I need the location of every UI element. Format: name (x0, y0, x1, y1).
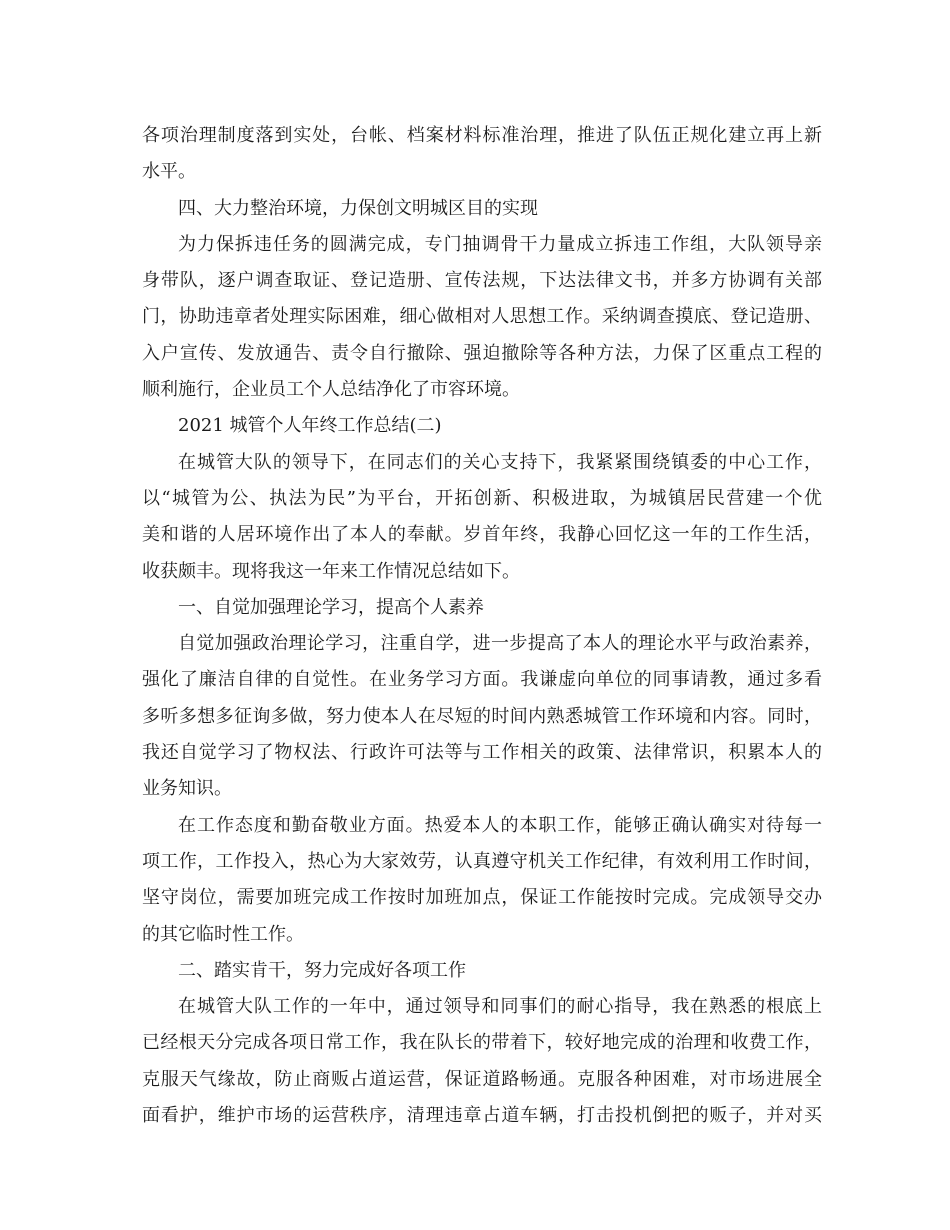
text-line: 一、自觉加强理论学习，提高个人素养 (178, 596, 484, 618)
text-line: 面看护，维护市场的运营秩序，清理违章占道车辆，打击投机倒把的贩子，并对买 (142, 1105, 822, 1127)
text-line: 二、踏实肯干，努力完成好各项工作 (178, 959, 466, 981)
text-line: 入户宣传、发放通告、责令自行撤除、强迫撤除等各种方法，力保了区重点工程的 (142, 342, 822, 364)
text-line: 在工作态度和勤奋敬业方面。热爱本人的本职工作，能够正确认确实对待每一 (178, 814, 822, 836)
text-line: 强化了廉洁自律的自觉性。在业务学习方面。我谦虚向单位的同事请教，通过多看 (142, 669, 822, 691)
text-line: 业务知识。 (142, 778, 232, 800)
document-body (142, 118, 822, 1134)
text-line: 以“城管为公、执法为民”为平台，开拓创新、积极进取，为城镇居民营建一个优 (142, 487, 822, 509)
text-line: 克服天气缘故，防止商贩占道运营，保证道路畅通。克服各种困难，对市场进展全 (142, 1068, 822, 1090)
text-line: 收获颇丰。现将我这一年来工作情况总结如下。 (142, 560, 520, 582)
text-line: 门，协助违章者处理实际困难，细心做相对人思想工作。采纳调查摸底、登记造册、 (142, 306, 822, 328)
text-line: 身带队，逐户调查取证、登记造册、宣传法规，下达法律文书，并多方协调有关部 (142, 270, 822, 292)
text-line: 已经根天分完成各项日常工作，我在队长的带着下，较好地完成的治理和收费工作， (142, 1032, 822, 1054)
text-line: 多听多想多征询多做，努力使本人在尽短的时间内熟悉城管工作环境和内容。同时， (142, 705, 822, 727)
text-line: 的其它临时性工作。 (142, 923, 304, 945)
text-line: 顺利施行，企业员工个人总结净化了市容环境。 (142, 379, 520, 401)
text-line: 自觉加强政治理论学习，注重自学，进一步提高了本人的理论水平与政治素养， (178, 633, 822, 655)
text-line: 各项治理制度落到实处，台帐、档案材料标准治理，推进了队伍正规化建立再上新 (142, 125, 822, 146)
text-line: 美和谐的人居环境作出了本人的奉献。岁首年终，我静心回忆这一年的工作生活， (142, 524, 822, 546)
text-line: 四、大力整治环境，力保创文明城区目的实现 (178, 197, 538, 219)
text-line: 2021 城管个人年终工作总结(二) (178, 415, 442, 437)
text-line: 坚守岗位，需要加班完成工作按时加班加点，保证工作能按时完成。完成领导交办 (142, 887, 822, 909)
text-line: 项工作，工作投入，热心为大家效劳，认真遵守机关工作纪律，有效利用工作时间， (142, 850, 822, 872)
text-line: 在城管大队的领导下，在同志们的关心支持下，我紧紧围绕镇委的中心工作， (178, 451, 822, 473)
text-line: 为力保拆违任务的圆满完成，专门抽调骨干力量成立拆违工作组，大队领导亲 (178, 233, 822, 255)
text-line: 水平。 (142, 161, 196, 183)
text-line: 在城管大队工作的一年中，通过领导和同事们的耐心指导，我在熟悉的根底上 (178, 996, 822, 1018)
text-line: 我还自觉学习了物权法、行政许可法等与工作相关的政策、法律常识，积累本人的 (142, 742, 822, 764)
